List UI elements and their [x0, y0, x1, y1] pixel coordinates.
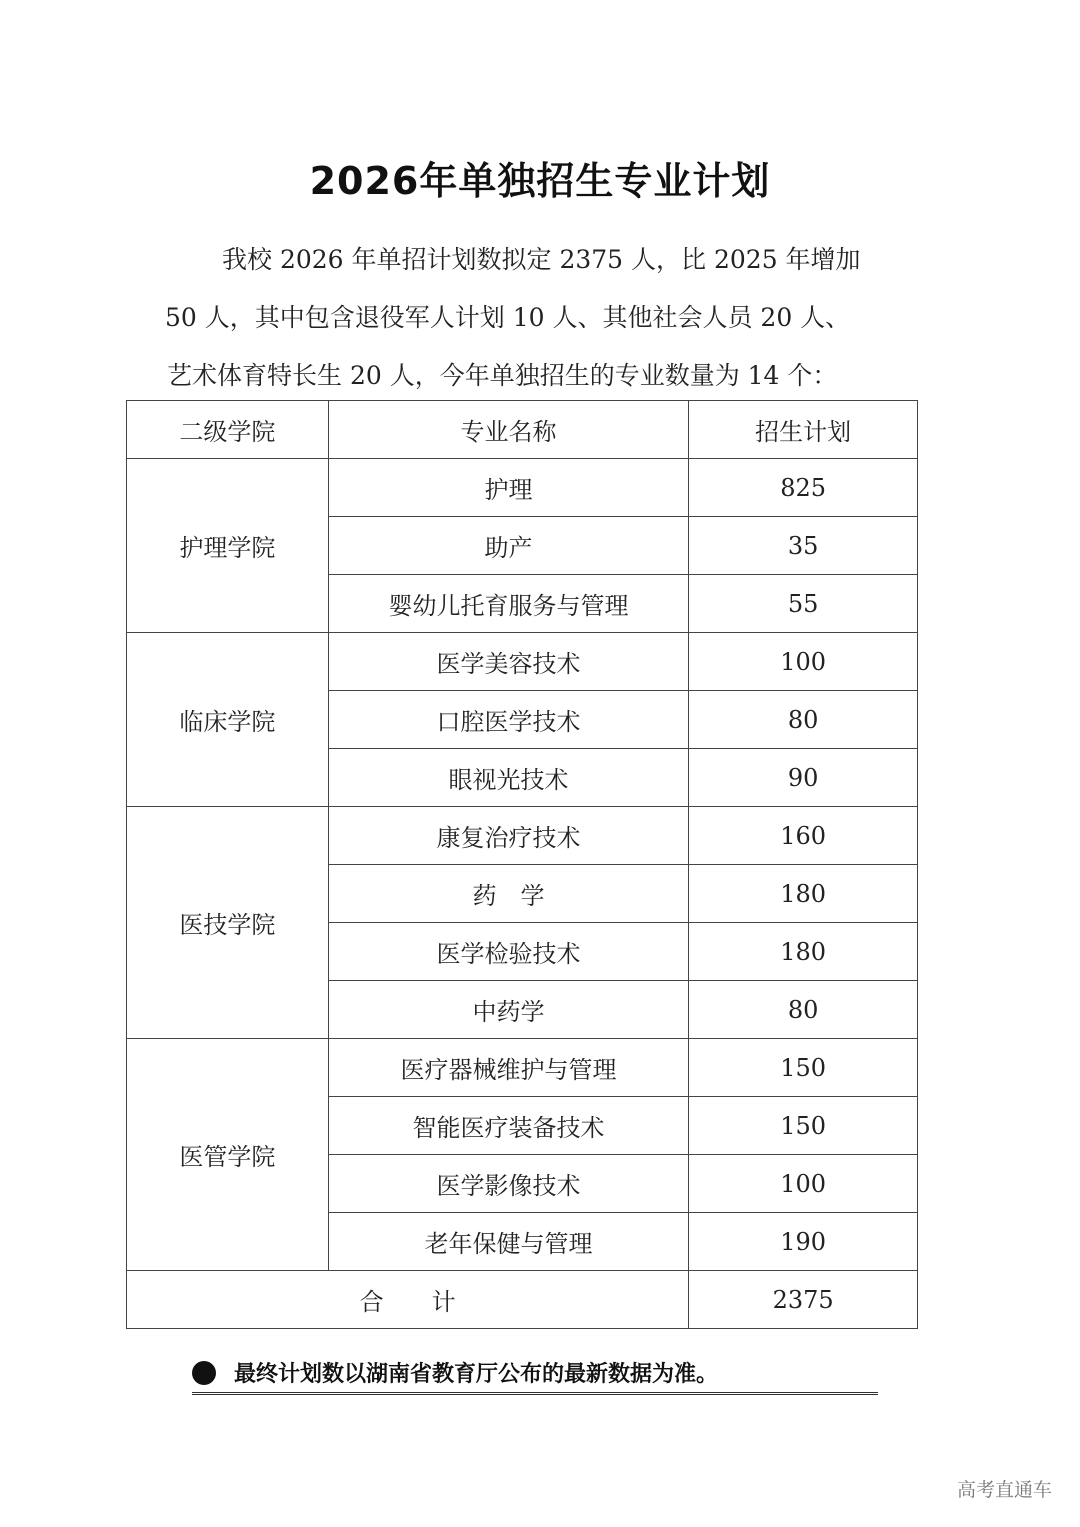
- major-cell: 医学美容技术: [328, 633, 689, 691]
- major-cell: 口腔医学技术: [328, 691, 689, 749]
- college-cell: 临床学院: [127, 633, 329, 807]
- footnote: [192, 1357, 878, 1395]
- header-major: 专业名称: [328, 401, 689, 459]
- major-cell: 老年保健与管理: [328, 1213, 689, 1271]
- total-label: 合 计: [127, 1271, 689, 1329]
- plan-cell: 190: [689, 1213, 918, 1271]
- header-college: 二级学院: [127, 401, 329, 459]
- plan-cell: 100: [689, 1155, 918, 1213]
- plan-cell: 80: [689, 981, 918, 1039]
- intro-line-2: 50 人，其中包含退役军人计划 10 人、其他社会人员 20 人、: [165, 303, 851, 332]
- major-cell: 中药学: [328, 981, 689, 1039]
- major-cell: 医学影像技术: [328, 1155, 689, 1213]
- table-row: [127, 459, 918, 517]
- watermark: 高考直通车: [956, 1479, 1052, 1501]
- major-cell: 助产: [328, 517, 689, 575]
- total-row: [127, 1271, 918, 1329]
- intro-line-3: 艺术体育特长生 20 人，今年单独招生的专业数量为 14 个：: [167, 361, 838, 390]
- table-header-row: [127, 401, 918, 459]
- plan-cell: 150: [689, 1097, 918, 1155]
- plan-cell: 825: [689, 459, 918, 517]
- college-cell: 医技学院: [127, 807, 329, 1039]
- plan-cell: 90: [689, 749, 918, 807]
- major-cell: 护理: [328, 459, 689, 517]
- bullet-icon: [192, 1361, 216, 1385]
- plan-cell: 180: [689, 923, 918, 981]
- table-row: [127, 1039, 918, 1097]
- major-cell: 药 学: [328, 865, 689, 923]
- plan-cell: 100: [689, 633, 918, 691]
- plan-cell: 150: [689, 1039, 918, 1097]
- header-plan: 招生计划: [689, 401, 918, 459]
- plan-cell: 35: [689, 517, 918, 575]
- enrollment-plan-table: [126, 400, 918, 1329]
- footnote-text: 最终计划数以湖南省教育厅公布的最新数据为准。: [234, 1362, 719, 1387]
- table-row: [127, 633, 918, 691]
- college-cell: 护理学院: [127, 459, 329, 633]
- major-cell: 眼视光技术: [328, 749, 689, 807]
- major-cell: 康复治疗技术: [328, 807, 689, 865]
- college-cell: 医管学院: [127, 1039, 329, 1271]
- total-value: 2375: [689, 1271, 918, 1329]
- plan-cell: 80: [689, 691, 918, 749]
- plan-cell: 180: [689, 865, 918, 923]
- plan-cell: 55: [689, 575, 918, 633]
- plan-cell: 160: [689, 807, 918, 865]
- major-cell: 婴幼儿托育服务与管理: [328, 575, 689, 633]
- major-cell: 医学检验技术: [328, 923, 689, 981]
- page-title: 2026年单独招生专业计划: [309, 159, 771, 203]
- table-row: [127, 807, 918, 865]
- intro-line-1: 我校 2026 年单招计划数拟定 2375 人，比 2025 年增加: [222, 245, 861, 274]
- major-cell: 智能医疗装备技术: [328, 1097, 689, 1155]
- major-cell: 医疗器械维护与管理: [328, 1039, 689, 1097]
